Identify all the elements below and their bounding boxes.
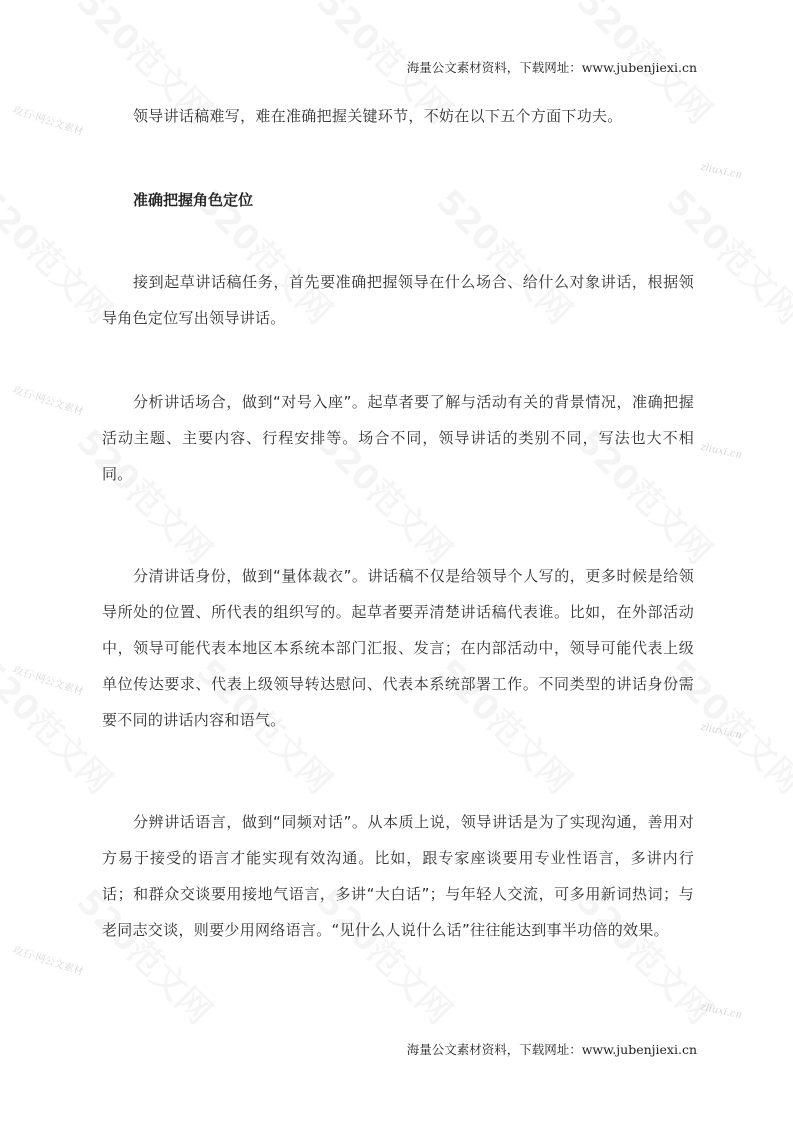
watermark-small: 攻石·网公文素材 bbox=[11, 104, 85, 138]
watermark-small: zliuxi.cn bbox=[699, 161, 743, 182]
watermark-small: zliuxi.cn bbox=[699, 721, 743, 742]
body-paragraph: 分析讲话场合，做到“对号入座”。起草者要了解与活动有关的背景情况，准确把握活动主题、主要内容、行程安排等。场合不同，领导讲话的类别不同，写法也大不相同。 bbox=[102, 393, 694, 483]
watermark-small: 攻石·网公文素材 bbox=[11, 384, 85, 418]
watermark-small: zliuxi.cn bbox=[699, 441, 743, 462]
section-heading: 准确把握角色定位 bbox=[133, 191, 254, 209]
intro-paragraph: 领导讲话稿难写，难在准确把握关键环节，不妨在以下五个方面下功夫。 bbox=[133, 107, 623, 125]
page-footer: 海量公文素材资料，下载网址：www.jubenjiexi.cn bbox=[406, 1042, 697, 1057]
body-paragraph: 分清讲话身份，做到“量体裁衣”。讲话稿不仅是给领导个人写的，更多时候是给领导所处的位置、所代表的组织写的。起草者要弄清楚讲话稿代表谁。比如，在外部活动中，领导可能代表本地区本系统本部门汇报、发言；在内部活动中，领导可能代表上级单位传达要求、代表上级领导转达慰问、代表本系统部署工作。不同类型的讲话身份需要不同的讲话内容和语气。 bbox=[102, 567, 694, 729]
body-paragraph: 分辨讲话语言，做到“同频对话”。从本质上说，领导讲话是为了实现沟通，善用对方易于接受的语言才能实现有效沟通。比如，跟专家座谈要用专业性语言，多讲内行话；和群众交谈要用接地气语言，多讲“大白话”；与年轻人交流，可多用新词热词；与老同志交谈，则要少用网络语言。“见什么人说什么话”往往能达到事半功倍的效果。 bbox=[102, 813, 694, 939]
watermark-small: 攻石·网公文素材 bbox=[11, 944, 85, 978]
page-header: 海量公文素材资料，下载网址：www.jubenjiexi.cn bbox=[406, 60, 697, 75]
watermark-small: zliuxi.cn bbox=[699, 1001, 743, 1022]
watermark-small: 攻石·网公文素材 bbox=[11, 664, 85, 698]
body-paragraph: 接到起草讲话稿任务，首先要准确把握领导在什么场合、给什么对象讲话，根据领导角色定位写出领导讲话。 bbox=[102, 273, 694, 327]
